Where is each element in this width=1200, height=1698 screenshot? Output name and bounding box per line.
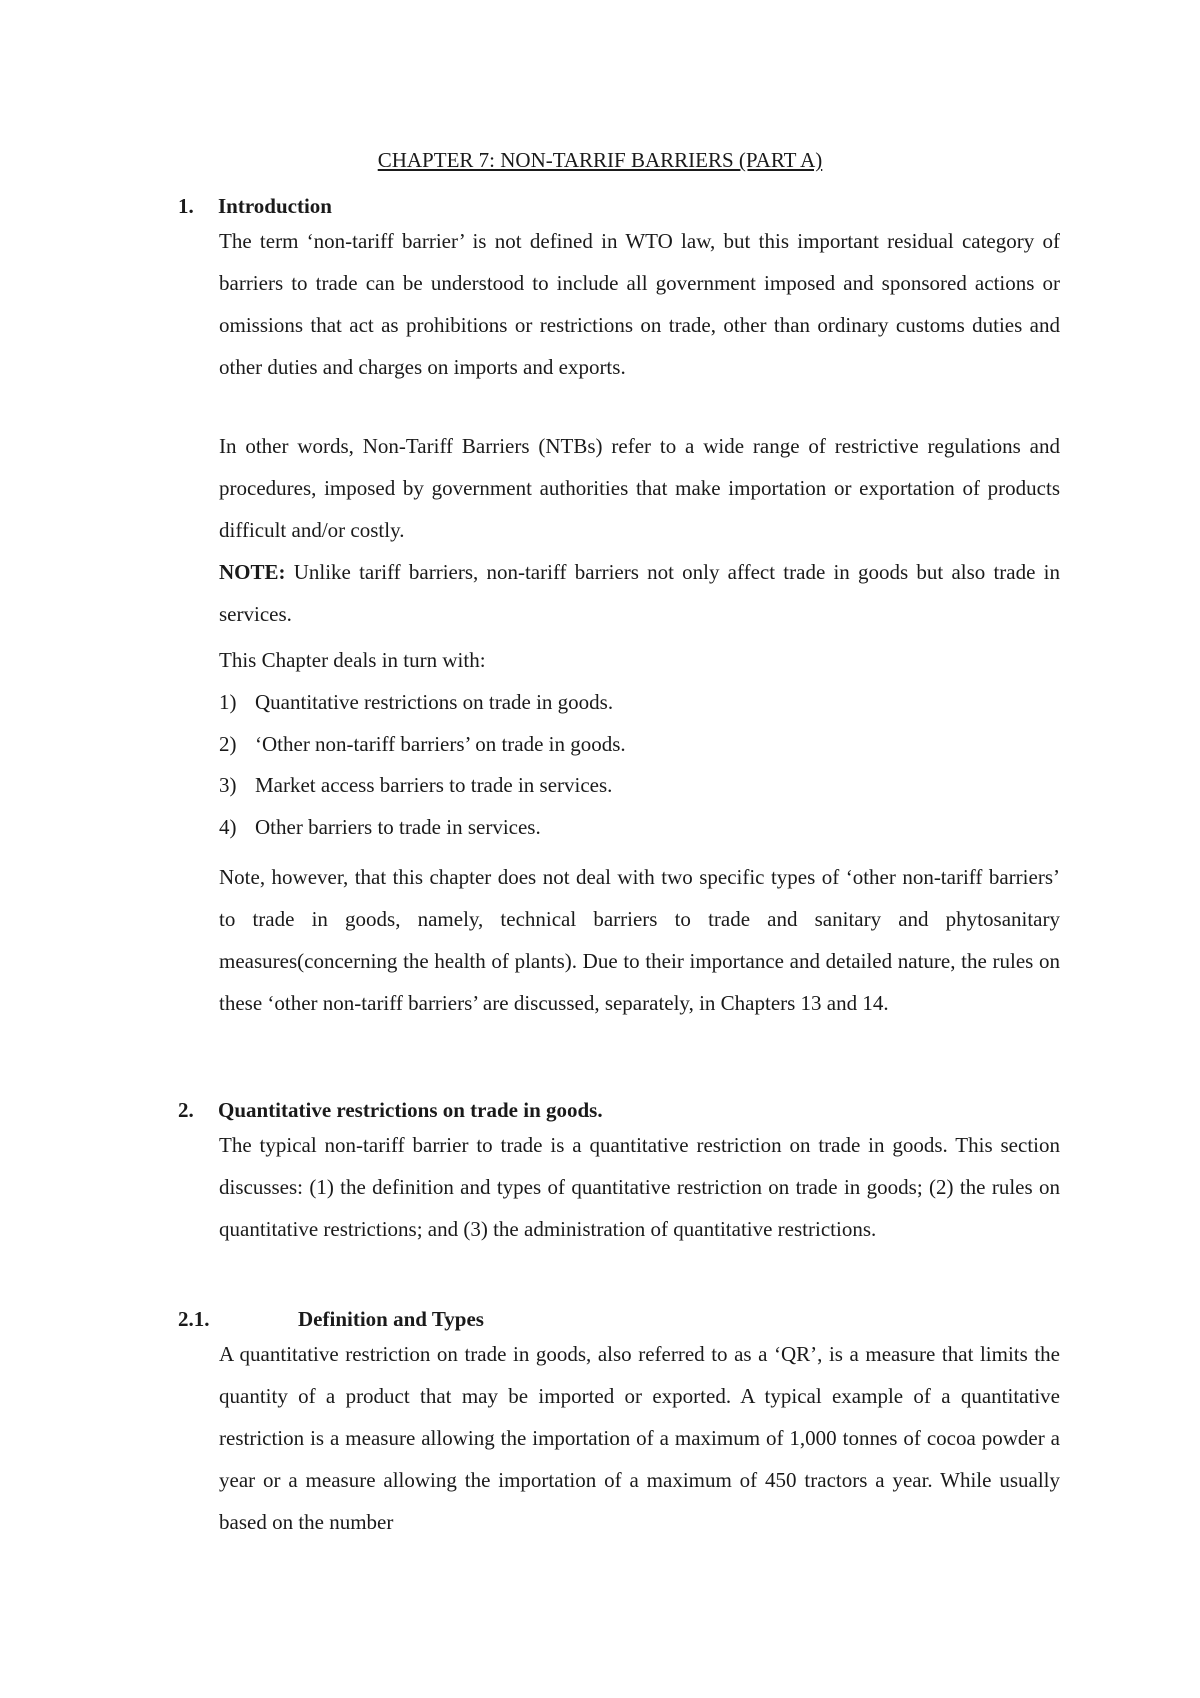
chapter-title: CHAPTER 7: NON-TARRIF BARRIERS (PART A): [377, 148, 823, 172]
list-item: 3) Market access barriers to trade in services.: [219, 773, 613, 797]
section-number: 1.: [178, 194, 194, 218]
note-label: NOTE:: [219, 560, 286, 584]
section-number: 2.: [178, 1098, 194, 1122]
list-item: 1) Quantitative restrictions on trade in goods.: [219, 690, 614, 714]
section-number: 2.1.: [178, 1307, 210, 1331]
section-2-heading: [178, 1097, 603, 1123]
ntb-definition-paragraph: In other words, Non-Tariff Barriers (NTBs) refer to a wide range of restrictive regulations and procedures, imposed by government authorities that make importation or exportation of products difficult and/or costly.: [219, 434, 1060, 542]
exclusions-paragraph: Note, however, that this chapter does not deal with two specific types of ‘other non-tariff barriers’ to trade in goods, namely, technical barriers to trade and sanitary and phytosanitary measures(concerning the health of plants). Due to their importance and detailed nature, the rules on these ‘other non-tariff barriers’ are discussed, separately, in Chapters 13 and 14.: [219, 865, 1060, 1015]
section-title: Definition and Types: [298, 1307, 484, 1331]
note-text: Unlike tariff barriers, non-tariff barriers not only affect trade in goods but also trade in services.: [219, 560, 1060, 626]
qr-definition-paragraph: A quantitative restriction on trade in goods, also referred to as a ‘QR’, is a measure that limits the quantity of a product that may be imported or exported. A typical example of a quantitative restriction is a measure allowing the importation of a maximum of 1,000 tonnes of cocoa powder a year or a measure allowing the importation of a maximum of 450 tractors a year. While usually based on the number: [219, 1342, 1060, 1534]
list-item: 2) ‘Other non-tariff barriers’ on trade in goods.: [219, 732, 626, 756]
section-1-heading: [178, 193, 332, 219]
section-title: Introduction: [218, 194, 332, 218]
qr-intro-paragraph: The typical non-tariff barrier to trade is a quantitative restriction on trade in goods. This section discusses: (1) the definition and types of quantitative restriction on trade in goods; (2) the rules on quantitative restrictions; and (3) the administration of quantitative restrictions.: [219, 1133, 1060, 1241]
note-paragraph: [219, 551, 1060, 635]
section-2-1-heading: [178, 1306, 484, 1332]
section-title: Quantitative restrictions on trade in goods.: [218, 1098, 603, 1122]
list-item: 4) Other barriers to trade in services.: [219, 815, 541, 839]
intro-paragraph: The term ‘non-tariff barrier’ is not defined in WTO law, but this important residual category of barriers to trade can be understood to include all government imposed and sponsored actions or omissions that act as prohibitions or restrictions on trade, other than ordinary customs duties and other duties and charges on imports and exports.: [219, 229, 1060, 379]
chapter-scope-intro: This Chapter deals in turn with:: [219, 648, 486, 672]
